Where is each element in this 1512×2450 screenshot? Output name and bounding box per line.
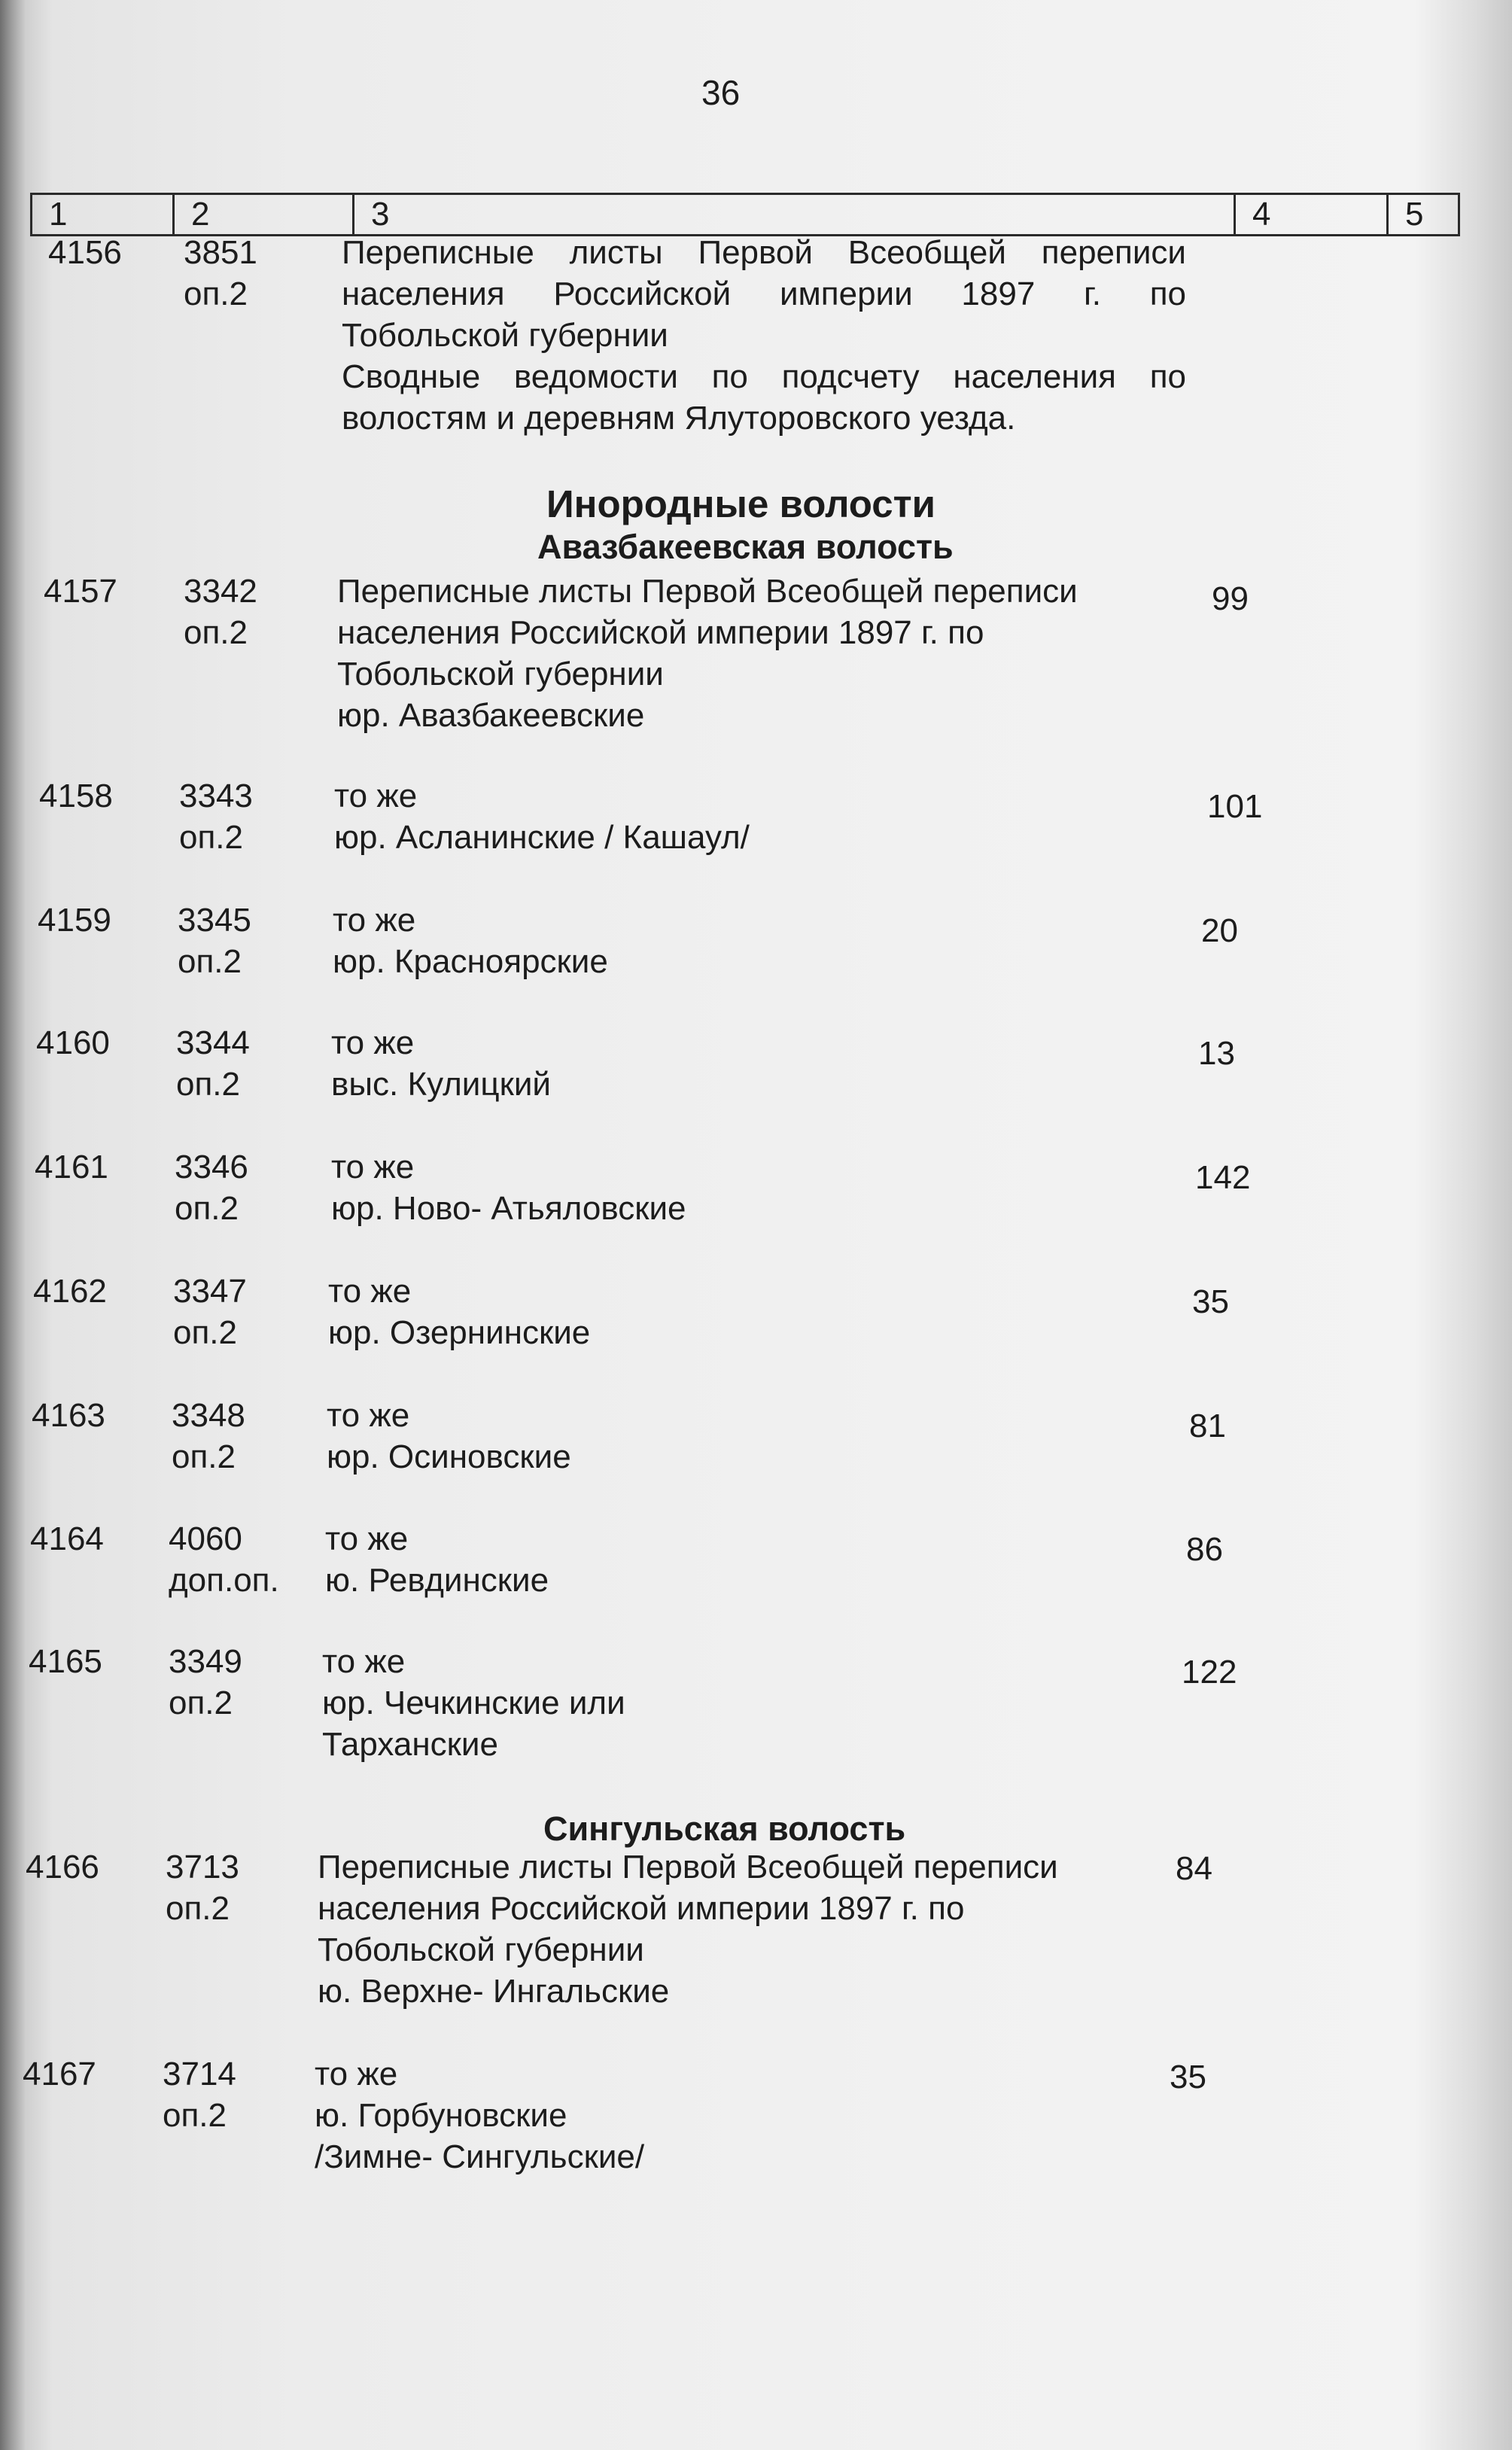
entry-number: 4165 [29, 1643, 102, 1680]
entry-number: 4162 [33, 1273, 107, 1310]
entry-count: 101 [1207, 788, 1263, 825]
entry-code: 4060 доп.оп. [169, 1520, 279, 1599]
entry-description: то же юр. Осиновские [327, 1397, 571, 1475]
entry-number: 4158 [39, 778, 113, 814]
entry-code: 3344 оп.2 [176, 1024, 250, 1103]
header-col-1: 1 [49, 196, 68, 233]
entry-description: то же юр. Асланинские / Кашаул/ [334, 778, 750, 856]
header-col-4: 4 [1252, 196, 1271, 233]
entry-number: 4163 [32, 1397, 105, 1434]
entry-description: Переписные листы Первой Всеобщей переписи населения Российской империи 1897 г. по Тобольской губернии ю. Верхне- Ингальские [318, 1849, 1058, 2010]
entry-description: то же выс. Кулицкий [331, 1024, 551, 1103]
entry-code: 3713 оп.2 [166, 1849, 239, 1927]
entry-number: 4166 [26, 1849, 99, 1885]
entry-description: то же юр. Ново- Атьяловские [331, 1149, 686, 1227]
entry-number: 4164 [30, 1520, 104, 1557]
entry-count: 20 [1201, 912, 1238, 949]
entry-description: Переписные листы Первой Всеобщей переписи населения Российской империи 1897 г. по Тобольской губернии юр. Авазбакеевские [337, 573, 1078, 734]
entry-number: 4157 [44, 573, 117, 610]
header-col-5: 5 [1405, 196, 1424, 233]
entry-number: 4160 [36, 1024, 110, 1061]
entry-code: 3348 оп.2 [172, 1397, 245, 1475]
entry-count: 35 [1192, 1283, 1229, 1320]
page-number: 36 [701, 73, 741, 112]
section-heading-singul: Сингульская волость [543, 1809, 906, 1848]
entry-code: 3342 оп.2 [184, 573, 257, 651]
header-col-2: 2 [191, 196, 210, 233]
entry-number: 4156 [48, 234, 122, 271]
entry-number: 4161 [35, 1149, 108, 1185]
entry-code: 3345 оп.2 [178, 902, 251, 980]
entry-description: то же юр. Красноярские [333, 902, 608, 980]
entry-count: 142 [1195, 1159, 1251, 1196]
entry-code: 3346 оп.2 [175, 1149, 248, 1227]
entry-number: 4167 [23, 2056, 96, 2092]
section-heading-inorodnye: Инородные волости [546, 482, 935, 525]
entry-count: 122 [1182, 1654, 1237, 1691]
entry-description: то же юр. Озернинские [328, 1273, 591, 1351]
entry-code: 3714 оп.2 [163, 2056, 236, 2134]
entry-code: 3851 оп.2 [184, 234, 257, 312]
entry-count: 35 [1170, 2059, 1206, 2095]
entry-count: 13 [1198, 1035, 1235, 1072]
entry-count: 86 [1186, 1531, 1223, 1568]
entry-description: то же ю. Ревдинские [325, 1520, 549, 1599]
entry-count: 99 [1212, 580, 1249, 617]
table-header [30, 193, 1460, 236]
entry-code: 3349 оп.2 [169, 1643, 242, 1721]
entry-description: то же ю. Горбуновские /Зимне- Сингульские/ [315, 2056, 645, 2175]
entry-description: то же юр. Чечкинские или Тарханские [322, 1643, 625, 1763]
entry-code: 3343 оп.2 [179, 778, 253, 856]
entry-description: Переписные листы Первой Всеобщей переписи населения Российской империи 1897 г. по Тобольской губернии Сводные ведомости по подсчету населения по волостям и деревням Ялуторовского уезда. [342, 234, 1186, 437]
entry-count: 81 [1189, 1408, 1226, 1444]
entry-number: 4159 [38, 902, 111, 939]
section-heading-avazbakeev: Авазбакеевская волость [537, 528, 954, 566]
entry-code: 3347 оп.2 [173, 1273, 247, 1351]
entry-count: 84 [1176, 1850, 1212, 1887]
header-col-3: 3 [371, 196, 390, 233]
